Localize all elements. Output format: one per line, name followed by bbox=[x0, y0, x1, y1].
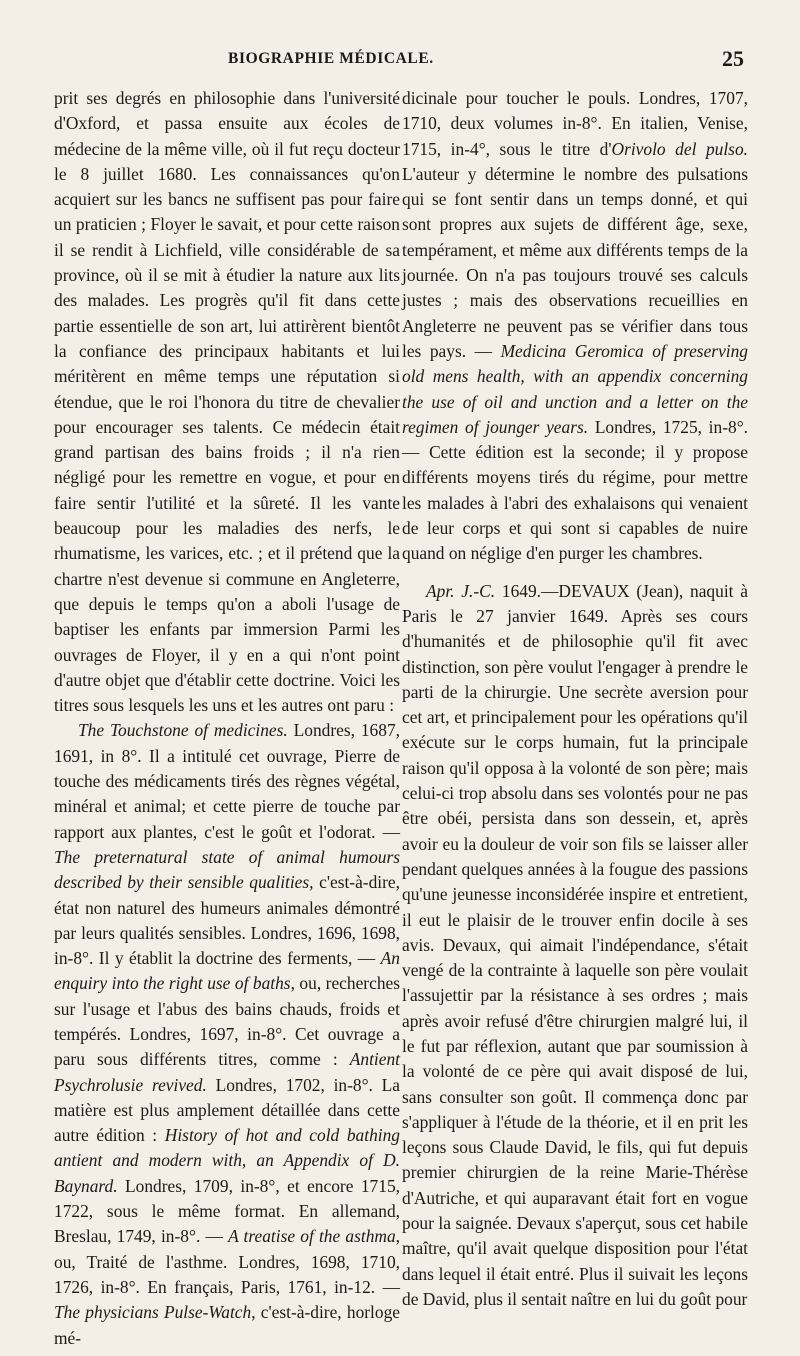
work-title: The preternatural state of animal humours described by their sensible qualities, bbox=[54, 846, 400, 893]
right-column bbox=[402, 86, 748, 1312]
running-title: BIOGRAPHIE MÉDICALE. bbox=[228, 50, 434, 67]
work-title: Medicina Geromica of preserving old mens health, with an appendix concerning the use of oil and unction and a letter on the regimen of jounger years. bbox=[402, 340, 749, 437]
work-description: , ou, recherches sur l'usage et l'abus des bains chauds, froids et tempérés. Londres, 1697, in-8°. Cet ouvrage a paru sous différents titres, comme : bbox=[54, 973, 400, 1070]
work-description: Londres, 1709, in-8°, et encore 1715, 1722, sous le même format. En allemand, Breslau, 1749, in-8°. — bbox=[54, 1175, 400, 1247]
work-description: , ou, Traité de l'asthme. Londres, 1698, 1710, 1726, in-8°. En français, Paris, 1761, in-12. — bbox=[54, 1226, 401, 1297]
page-number: 25 bbox=[722, 46, 744, 71]
work-description: Londres, 1725, in-8°. — Cette édition est la seconde; il y propose différents moyens tirés du régime, pour mettre les malades à l'abri des exhalaisons qui venaient de leur corps et qui sont si capables de nuire quand on néglige d'en purger les chambres. bbox=[402, 416, 749, 564]
work-description: dicinale pour toucher le pouls. Londres, 1707, 1710, deux volumes in-8°. En italien, Venise, 1715, in-4°, sous le titre d' bbox=[402, 88, 748, 159]
floyer-biography-paragraph bbox=[54, 86, 400, 718]
devaux-biography-text: 1649.—DEVAUX (Jean), naquit à Paris le 27 janvier 1649. Après ses cours d'humanités et de philosophie qu'il fit avec distinction, son père voulut l'engager à prendre le parti de la chirurgie. Une secrète aversion pour cet art, et principalement pour les opérations qu'il exécute sur le corps humain, fut la principale raison qu'il opposa à la volonté de son père; mais celui-ci trop absolu dans ses volontés pour ne pas être obéi, persista dans son dessein, et, après avoir eu la douleur de voir son fils se laisser aller pendant quelques années à la fougue des passions qu'une jeunesse inconsidérée inspire et entretient, il eut le plaisir de le trouver enfin docile à ses avis. Devaux, qui aimait l'indépendance, s'était vengé de la contrainte à laquelle son père voulait l'assujettir par la résistance à ses ordres ; mais après avoir refusé d'être chirurgien malgré lui, il le fut par réflexion, autant que par soumission à la volonté de ce père qui avait disposé de lui, sans consulter son goût. Il commença donc par s'appliquer à l'étude de la théorie, et il en prit les leçons sous Claude David, le fils, qui fut depuis premier chirurgien de la reine Marie-Thérèse d'Autriche, et qui auparavant était fort en vogue pour la saignée. Devaux s'aperçut, sous cet habile maître, qu'il avait quelque disposition pour l'état dans lequel il était entré. Plus il suivait les leçons de David, plus il sentait naître en lui du goût pour bbox=[402, 580, 748, 1309]
work-description: Londres, 1702, in-8°. La matière est plus amplement détaillée dans cette autre édition : bbox=[54, 1074, 401, 1146]
work-description: Londres, 1687, 1691, in 8°. Il a intitulé cet ouvrage, Pierre de touche des médicaments tirés des règnes végétal, minéral et animal; et cette pierre de touche par rapport aux plantes, c'est le goût et l'odorat. — bbox=[54, 720, 400, 842]
page-header bbox=[228, 46, 744, 76]
work-description: c'est-à-dire, état non naturel des humeurs animales démontré par leurs qualités sensibles. Londres, 1696, 1698, in-8°. Il y établit la doctrine des ferments, — bbox=[54, 872, 400, 969]
works-continuation-paragraph bbox=[402, 86, 748, 567]
paragraph-text: prit ses degrés en philosophie dans l'université d'Oxford, et passa ensuite aux écoles de médecine de la même ville, où il fut reçu docteur le 8 juillet 1680. Les connaissances qu'on acquiert sur les bancs ne suffisent pas pour faire un praticien ; Floyer le savait, et pour cette raison il se rendit à Lichfield, ville considérable de sa province, où il se mit à étudier la nature aux lits des malades. Les progrès qu'il fit dans cette partie essentielle de son art, lui attirèrent bientôt la confiance des principaux habitants et lui méritèrent en même temps une réputation si étendue, que le roi l'honora du titre de chevalier pour encourager ses talents. Ce médecin était grand partisan des bains froids ; il n'a rien négligé pour les remettre en vogue, et pour en faire sentir l'utilité et la sûreté. Il les vante beaucoup pour les maladies des nerfs, le rhumatisme, les varices, etc. ; et il prétend que la chartre n'est devenue si commune en Angleterre, que depuis le temps qu'on a aboli l'usage de baptiser les enfants par immersion Parmi les ouvrages de Floyer, il y en a qui n'ont point d'autre objet que d'établir cette doctrine. Voici les titres sous lesquels les uns et les autres ont paru : bbox=[54, 88, 400, 716]
work-title: An enquiry into the right use of baths bbox=[54, 948, 400, 994]
left-column bbox=[54, 86, 400, 1351]
work-description: L'auteur y détermine le nombre des pulsations qui se font sentir dans un temps donné, et qui sont propres aux sujets de différent âge, sexe, tempérament, et même aux différents temps de la journée. On n'a pas toujours trouvé ses calculs justes ; mais des observations recueillies en Angleterre ne peuvent pas se vérifier dans tous les pays. — bbox=[402, 163, 748, 361]
work-description: , c'est-à-dire, horloge mé- bbox=[54, 1302, 400, 1348]
works-list-paragraph bbox=[54, 718, 400, 1350]
work-title: History of hot and cold bathing antient and modern with, an Appendix of D. Baynard. bbox=[54, 1125, 401, 1196]
work-title: The physicians Pulse-Watch bbox=[54, 1302, 252, 1323]
era-label: Apr. J.-C. bbox=[426, 580, 496, 601]
work-title: Antient Psychrolusie revived. bbox=[54, 1049, 400, 1095]
devaux-biography-paragraph bbox=[402, 579, 748, 1313]
work-title: A treatise of the asthma bbox=[228, 1226, 396, 1247]
work-title: Orivolo del pulso. bbox=[611, 138, 748, 159]
work-title: The Touchstone of medicines. bbox=[78, 720, 288, 741]
